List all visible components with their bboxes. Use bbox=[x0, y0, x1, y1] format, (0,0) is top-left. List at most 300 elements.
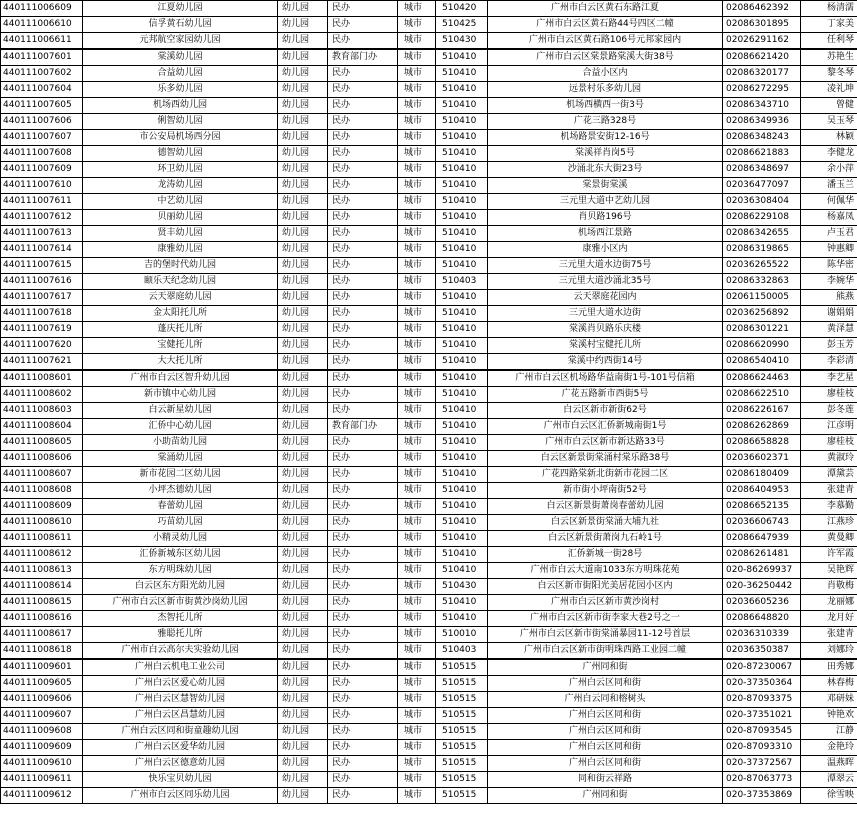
table-row bbox=[1, 210, 857, 226]
contact-person-cell: 凌礼坤 bbox=[801, 82, 857, 98]
organizer-cell: 民办 bbox=[328, 659, 398, 676]
table-row bbox=[1, 643, 857, 660]
contact-person-cell: 黄淑玲 bbox=[801, 451, 857, 467]
phone-number-cell: 02026291162 bbox=[723, 33, 801, 50]
school-name-cell: 快乐宝贝幼儿园 bbox=[83, 772, 278, 788]
phone-number-cell: 020-36250442 bbox=[723, 579, 801, 595]
phone-number-cell: 02086624463 bbox=[723, 370, 801, 387]
address-cell: 广州市白云区黄石路106号元邦家园内 bbox=[488, 33, 723, 50]
school-name-cell: 市公安局机场西分园 bbox=[83, 130, 278, 146]
organizer-cell: 教育部门办 bbox=[328, 49, 398, 66]
school-type-cell: 幼儿园 bbox=[278, 515, 328, 531]
phone-number-cell: 02086348697 bbox=[723, 162, 801, 178]
school-type-cell: 幼儿园 bbox=[278, 354, 328, 371]
contact-person-cell: 谢娟娟 bbox=[801, 306, 857, 322]
area-type-cell: 城市 bbox=[398, 547, 436, 563]
table-row bbox=[1, 33, 857, 50]
phone-number-cell: 02036310339 bbox=[723, 627, 801, 643]
contact-person-cell: 林颖 bbox=[801, 130, 857, 146]
school-code-cell: 440111007621 bbox=[1, 354, 83, 371]
organizer-cell: 民办 bbox=[328, 338, 398, 354]
area-type-cell: 城市 bbox=[398, 210, 436, 226]
area-type-cell: 城市 bbox=[398, 338, 436, 354]
school-type-cell: 幼儿园 bbox=[278, 242, 328, 258]
address-cell: 三元里大道沙涌北35号 bbox=[488, 274, 723, 290]
area-type-cell: 城市 bbox=[398, 579, 436, 595]
school-code-cell: 440111008608 bbox=[1, 483, 83, 499]
phone-number-cell: 02086620990 bbox=[723, 338, 801, 354]
table-row bbox=[1, 49, 857, 66]
phone-number-cell: 02036606743 bbox=[723, 515, 801, 531]
school-code-cell: 440111009601 bbox=[1, 659, 83, 676]
contact-person-cell: 刘娜玲 bbox=[801, 643, 857, 660]
contact-person-cell: 钟艳欢 bbox=[801, 708, 857, 724]
organizer-cell: 民办 bbox=[328, 354, 398, 371]
contact-person-cell: 杨嘉凤 bbox=[801, 210, 857, 226]
table-row bbox=[1, 98, 857, 114]
contact-person-cell: 熊燕 bbox=[801, 290, 857, 306]
school-code-cell: 440111008602 bbox=[1, 387, 83, 403]
school-code-cell: 440111007617 bbox=[1, 290, 83, 306]
school-code-cell: 440111007607 bbox=[1, 130, 83, 146]
school-code-cell: 440111007609 bbox=[1, 162, 83, 178]
phone-number-cell: 02086658828 bbox=[723, 435, 801, 451]
phone-number-cell: 020-37353869 bbox=[723, 788, 801, 804]
postal-code-cell: 510410 bbox=[436, 387, 488, 403]
address-cell: 康雅小区内 bbox=[488, 242, 723, 258]
phone-number-cell: 02086343710 bbox=[723, 98, 801, 114]
postal-code-cell: 510515 bbox=[436, 708, 488, 724]
table-row bbox=[1, 338, 857, 354]
school-type-cell: 幼儿园 bbox=[278, 483, 328, 499]
postal-code-cell: 510410 bbox=[436, 595, 488, 611]
contact-person-cell: 龙月好 bbox=[801, 611, 857, 627]
contact-person-cell: 潘玉兰 bbox=[801, 178, 857, 194]
phone-number-cell: 020-37351021 bbox=[723, 708, 801, 724]
address-cell: 广州市白云区新市黄沙岗村 bbox=[488, 595, 723, 611]
address-cell: 广州白云区同和街 bbox=[488, 756, 723, 772]
organizer-cell: 民办 bbox=[328, 82, 398, 98]
school-code-cell: 440111008603 bbox=[1, 403, 83, 419]
phone-number-cell: 020-87093310 bbox=[723, 740, 801, 756]
address-cell: 广州同和街 bbox=[488, 659, 723, 676]
school-type-cell: 幼儿园 bbox=[278, 579, 328, 595]
postal-code-cell: 510430 bbox=[436, 33, 488, 50]
address-cell: 广花五路新市西街5号 bbox=[488, 387, 723, 403]
table-row bbox=[1, 676, 857, 692]
organizer-cell: 民办 bbox=[328, 114, 398, 130]
address-cell: 云天翠庭花园内 bbox=[488, 290, 723, 306]
area-type-cell: 城市 bbox=[398, 643, 436, 660]
postal-code-cell: 510410 bbox=[436, 306, 488, 322]
postal-code-cell: 510410 bbox=[436, 226, 488, 242]
postal-code-cell: 510410 bbox=[436, 162, 488, 178]
school-type-cell: 幼儿园 bbox=[278, 627, 328, 643]
school-name-cell: 金太阳托儿所 bbox=[83, 306, 278, 322]
school-name-cell: 中艺幼儿园 bbox=[83, 194, 278, 210]
table-row bbox=[1, 114, 857, 130]
organizer-cell: 民办 bbox=[328, 611, 398, 627]
school-type-cell: 幼儿园 bbox=[278, 370, 328, 387]
school-code-cell: 440111007608 bbox=[1, 146, 83, 162]
school-code-cell: 440111007613 bbox=[1, 226, 83, 242]
school-type-cell: 幼儿园 bbox=[278, 194, 328, 210]
school-type-cell: 幼儿园 bbox=[278, 98, 328, 114]
school-code-cell: 440111007618 bbox=[1, 306, 83, 322]
school-code-cell: 440111009606 bbox=[1, 692, 83, 708]
table-row bbox=[1, 724, 857, 740]
school-name-cell: 白云区东方阳光幼儿园 bbox=[83, 579, 278, 595]
postal-code-cell: 510410 bbox=[436, 483, 488, 499]
school-name-cell: 汇侨中心幼儿园 bbox=[83, 419, 278, 435]
area-type-cell: 城市 bbox=[398, 354, 436, 371]
school-name-cell: 广州白云区慧智幼儿园 bbox=[83, 692, 278, 708]
school-name-cell: 信孚黄石幼儿园 bbox=[83, 17, 278, 33]
phone-number-cell: 02086301895 bbox=[723, 17, 801, 33]
table-row bbox=[1, 1, 857, 17]
area-type-cell: 城市 bbox=[398, 659, 436, 676]
school-name-cell: 龙涛幼儿园 bbox=[83, 178, 278, 194]
postal-code-cell: 510410 bbox=[436, 258, 488, 274]
organizer-cell: 民办 bbox=[328, 467, 398, 483]
postal-code-cell: 510410 bbox=[436, 194, 488, 210]
phone-number-cell: 02086652135 bbox=[723, 499, 801, 515]
phone-number-cell: 02036605236 bbox=[723, 595, 801, 611]
table-row bbox=[1, 708, 857, 724]
table-row bbox=[1, 627, 857, 643]
area-type-cell: 城市 bbox=[398, 66, 436, 82]
school-name-cell: 宝健托儿所 bbox=[83, 338, 278, 354]
area-type-cell: 城市 bbox=[398, 708, 436, 724]
phone-number-cell: 02086342655 bbox=[723, 226, 801, 242]
organizer-cell: 民办 bbox=[328, 162, 398, 178]
table-row bbox=[1, 659, 857, 676]
school-type-cell: 幼儿园 bbox=[278, 146, 328, 162]
school-name-cell: 小精灵幼儿园 bbox=[83, 531, 278, 547]
organizer-cell: 民办 bbox=[328, 306, 398, 322]
table-row bbox=[1, 595, 857, 611]
area-type-cell: 城市 bbox=[398, 178, 436, 194]
table-row bbox=[1, 547, 857, 563]
school-code-cell: 440111009610 bbox=[1, 756, 83, 772]
address-cell: 广州白云区同和街 bbox=[488, 740, 723, 756]
school-name-cell: 汇侨新城东区幼儿园 bbox=[83, 547, 278, 563]
school-code-cell: 440111006611 bbox=[1, 33, 83, 50]
contact-person-cell: 吴玉琴 bbox=[801, 114, 857, 130]
school-name-cell: 广州市白云高尔夫实验幼儿园 bbox=[83, 643, 278, 660]
contact-person-cell: 廖桂枝 bbox=[801, 387, 857, 403]
school-code-cell: 440111008618 bbox=[1, 643, 83, 660]
postal-code-cell: 510515 bbox=[436, 772, 488, 788]
address-cell: 广州市白云区机场路华益南街1号-101号信箱 bbox=[488, 370, 723, 387]
contact-person-cell: 黄曼卿 bbox=[801, 531, 857, 547]
school-code-cell: 440111008611 bbox=[1, 531, 83, 547]
postal-code-cell: 510403 bbox=[436, 274, 488, 290]
postal-code-cell: 510515 bbox=[436, 659, 488, 676]
contact-person-cell: 金艳玲 bbox=[801, 740, 857, 756]
organizer-cell: 民办 bbox=[328, 98, 398, 114]
contact-person-cell: 丁家美 bbox=[801, 17, 857, 33]
contact-person-cell: 吴艳辉 bbox=[801, 563, 857, 579]
table-row bbox=[1, 178, 857, 194]
table-row bbox=[1, 788, 857, 804]
school-code-cell: 440111007602 bbox=[1, 66, 83, 82]
contact-person-cell: 余小萍 bbox=[801, 162, 857, 178]
phone-number-cell: 020-87230067 bbox=[723, 659, 801, 676]
organizer-cell: 民办 bbox=[328, 387, 398, 403]
contact-person-cell: 田秀娜 bbox=[801, 659, 857, 676]
school-type-cell: 幼儿园 bbox=[278, 17, 328, 33]
table-row bbox=[1, 258, 857, 274]
school-type-cell: 幼儿园 bbox=[278, 676, 328, 692]
address-cell: 肖贝路196号 bbox=[488, 210, 723, 226]
contact-person-cell: 潭翠云 bbox=[801, 772, 857, 788]
phone-number-cell: 02086647939 bbox=[723, 531, 801, 547]
table-row bbox=[1, 82, 857, 98]
address-cell: 广州白云区同和街 bbox=[488, 708, 723, 724]
school-type-cell: 幼儿园 bbox=[278, 435, 328, 451]
organizer-cell: 民办 bbox=[328, 579, 398, 595]
postal-code-cell: 510410 bbox=[436, 611, 488, 627]
school-name-cell: 春蕾幼儿园 bbox=[83, 499, 278, 515]
address-cell: 棠溪肖贝路乐庆楼 bbox=[488, 322, 723, 338]
phone-number-cell: 02036477097 bbox=[723, 178, 801, 194]
area-type-cell: 城市 bbox=[398, 692, 436, 708]
area-type-cell: 城市 bbox=[398, 194, 436, 210]
area-type-cell: 城市 bbox=[398, 226, 436, 242]
area-type-cell: 城市 bbox=[398, 387, 436, 403]
school-code-cell: 440111007610 bbox=[1, 178, 83, 194]
contact-person-cell: 卢玉君 bbox=[801, 226, 857, 242]
table-row bbox=[1, 354, 857, 371]
postal-code-cell: 510515 bbox=[436, 692, 488, 708]
contact-person-cell: 黄泽慧 bbox=[801, 322, 857, 338]
school-type-cell: 幼儿园 bbox=[278, 49, 328, 66]
area-type-cell: 城市 bbox=[398, 82, 436, 98]
table-row bbox=[1, 531, 857, 547]
contact-person-cell: 任利琴 bbox=[801, 33, 857, 50]
organizer-cell: 民办 bbox=[328, 499, 398, 515]
area-type-cell: 城市 bbox=[398, 451, 436, 467]
address-cell: 广州市白云区黄石路44号四区二幢 bbox=[488, 17, 723, 33]
school-name-cell: 广州白云区爱心幼儿园 bbox=[83, 676, 278, 692]
contact-person-cell: 邓研妹 bbox=[801, 692, 857, 708]
address-cell: 广州白云区同和街 bbox=[488, 676, 723, 692]
school-type-cell: 幼儿园 bbox=[278, 338, 328, 354]
table-row bbox=[1, 194, 857, 210]
school-name-cell: 广州市白云区同乐幼儿园 bbox=[83, 788, 278, 804]
school-code-cell: 440111007614 bbox=[1, 242, 83, 258]
postal-code-cell: 510410 bbox=[436, 354, 488, 371]
address-cell: 白云区新市街阳光美居花园小区内 bbox=[488, 579, 723, 595]
area-type-cell: 城市 bbox=[398, 499, 436, 515]
organizer-cell: 民办 bbox=[328, 242, 398, 258]
organizer-cell: 民办 bbox=[328, 708, 398, 724]
school-code-cell: 440111007616 bbox=[1, 274, 83, 290]
phone-number-cell: 02086261481 bbox=[723, 547, 801, 563]
phone-number-cell: 02086540410 bbox=[723, 354, 801, 371]
school-code-cell: 440111008617 bbox=[1, 627, 83, 643]
area-type-cell: 城市 bbox=[398, 756, 436, 772]
school-code-cell: 440111008612 bbox=[1, 547, 83, 563]
area-type-cell: 城市 bbox=[398, 242, 436, 258]
address-cell: 白云区新景街棠涌村棠乐路38号 bbox=[488, 451, 723, 467]
phone-number-cell: 02086332863 bbox=[723, 274, 801, 290]
school-type-cell: 幼儿园 bbox=[278, 82, 328, 98]
school-type-cell: 幼儿园 bbox=[278, 387, 328, 403]
organizer-cell: 民办 bbox=[328, 130, 398, 146]
contact-person-cell: 江燕珍 bbox=[801, 515, 857, 531]
contact-person-cell: 苏艳生 bbox=[801, 49, 857, 66]
postal-code-cell: 510410 bbox=[436, 322, 488, 338]
school-name-cell: 广州白云区同和街童趣幼儿园 bbox=[83, 724, 278, 740]
table-row bbox=[1, 515, 857, 531]
organizer-cell: 民办 bbox=[328, 483, 398, 499]
school-type-cell: 幼儿园 bbox=[278, 1, 328, 17]
address-cell: 白云区新市新街62号 bbox=[488, 403, 723, 419]
area-type-cell: 城市 bbox=[398, 258, 436, 274]
school-code-cell: 440111007601 bbox=[1, 49, 83, 66]
postal-code-cell: 510515 bbox=[436, 740, 488, 756]
phone-number-cell: 02086301221 bbox=[723, 322, 801, 338]
phone-number-cell: 02036350387 bbox=[723, 643, 801, 660]
school-type-cell: 幼儿园 bbox=[278, 547, 328, 563]
area-type-cell: 城市 bbox=[398, 563, 436, 579]
address-cell: 广州同和街 bbox=[488, 788, 723, 804]
phone-number-cell: 02086180409 bbox=[723, 467, 801, 483]
organizer-cell: 民办 bbox=[328, 676, 398, 692]
contact-person-cell: 潭黛芸 bbox=[801, 467, 857, 483]
school-type-cell: 幼儿园 bbox=[278, 226, 328, 242]
phone-number-cell: 02086262869 bbox=[723, 419, 801, 435]
postal-code-cell: 510515 bbox=[436, 756, 488, 772]
school-type-cell: 幼儿园 bbox=[278, 274, 328, 290]
contact-person-cell: 廖桂枝 bbox=[801, 435, 857, 451]
table-row bbox=[1, 611, 857, 627]
area-type-cell: 城市 bbox=[398, 306, 436, 322]
school-code-cell: 440111007619 bbox=[1, 322, 83, 338]
table-row bbox=[1, 772, 857, 788]
area-type-cell: 城市 bbox=[398, 515, 436, 531]
organizer-cell: 民办 bbox=[328, 627, 398, 643]
organizer-cell: 民办 bbox=[328, 756, 398, 772]
postal-code-cell: 510410 bbox=[436, 419, 488, 435]
school-type-cell: 幼儿园 bbox=[278, 290, 328, 306]
contact-person-cell: 曾健 bbox=[801, 98, 857, 114]
contact-person-cell: 何佩华 bbox=[801, 194, 857, 210]
phone-number-cell: 02086348243 bbox=[723, 130, 801, 146]
organizer-cell: 民办 bbox=[328, 692, 398, 708]
phone-number-cell: 020-87093375 bbox=[723, 692, 801, 708]
address-cell: 广州市白云大道南1033东方明珠花苑 bbox=[488, 563, 723, 579]
table-row bbox=[1, 403, 857, 419]
postal-code-cell: 510410 bbox=[436, 130, 488, 146]
address-cell: 广花三路328号 bbox=[488, 114, 723, 130]
table-row bbox=[1, 226, 857, 242]
organizer-cell: 民办 bbox=[328, 451, 398, 467]
postal-code-cell: 510410 bbox=[436, 49, 488, 66]
postal-code-cell: 510410 bbox=[436, 290, 488, 306]
school-name-cell: 小助苗幼儿园 bbox=[83, 435, 278, 451]
contact-person-cell: 温燕晖 bbox=[801, 756, 857, 772]
school-code-cell: 440111007605 bbox=[1, 98, 83, 114]
school-code-cell: 440111007615 bbox=[1, 258, 83, 274]
table-row bbox=[1, 306, 857, 322]
table-row bbox=[1, 563, 857, 579]
school-name-cell: 云天翠庭幼儿园 bbox=[83, 290, 278, 306]
phone-number-cell: 020-37372567 bbox=[723, 756, 801, 772]
school-name-cell: 巧苗幼儿园 bbox=[83, 515, 278, 531]
school-type-cell: 幼儿园 bbox=[278, 531, 328, 547]
postal-code-cell: 510410 bbox=[436, 146, 488, 162]
organizer-cell: 民办 bbox=[328, 210, 398, 226]
organizer-cell: 民办 bbox=[328, 322, 398, 338]
contact-person-cell: 彭玉芳 bbox=[801, 338, 857, 354]
organizer-cell: 民办 bbox=[328, 17, 398, 33]
address-cell: 广州市白云区新市街棠涌暴园11-12号首层 bbox=[488, 627, 723, 643]
school-code-cell: 440111009609 bbox=[1, 740, 83, 756]
area-type-cell: 城市 bbox=[398, 772, 436, 788]
organizer-cell: 民办 bbox=[328, 226, 398, 242]
school-type-cell: 幼儿园 bbox=[278, 467, 328, 483]
school-code-cell: 440111008605 bbox=[1, 435, 83, 451]
area-type-cell: 城市 bbox=[398, 49, 436, 66]
school-code-cell: 440111007611 bbox=[1, 194, 83, 210]
area-type-cell: 城市 bbox=[398, 370, 436, 387]
school-type-cell: 幼儿园 bbox=[278, 772, 328, 788]
school-code-cell: 440111009608 bbox=[1, 724, 83, 740]
school-code-cell: 440111008615 bbox=[1, 595, 83, 611]
postal-code-cell: 510410 bbox=[436, 531, 488, 547]
school-code-cell: 440111008606 bbox=[1, 451, 83, 467]
organizer-cell: 民办 bbox=[328, 178, 398, 194]
area-type-cell: 城市 bbox=[398, 1, 436, 17]
address-cell: 广州市白云区汇侨新城南街1号 bbox=[488, 419, 723, 435]
address-cell: 三元里大道中艺幼儿园 bbox=[488, 194, 723, 210]
area-type-cell: 城市 bbox=[398, 467, 436, 483]
table-row bbox=[1, 419, 857, 435]
school-code-cell: 440111009611 bbox=[1, 772, 83, 788]
table-row bbox=[1, 162, 857, 178]
address-cell: 同和街云祥路 bbox=[488, 772, 723, 788]
school-name-cell: 乐多幼儿园 bbox=[83, 82, 278, 98]
school-code-cell: 440111009612 bbox=[1, 788, 83, 804]
table-row bbox=[1, 579, 857, 595]
school-name-cell: 俐智幼儿园 bbox=[83, 114, 278, 130]
postal-code-cell: 510410 bbox=[436, 499, 488, 515]
phone-number-cell: 02086621420 bbox=[723, 49, 801, 66]
school-type-cell: 幼儿园 bbox=[278, 451, 328, 467]
table-row bbox=[1, 274, 857, 290]
phone-number-cell: 02036256892 bbox=[723, 306, 801, 322]
school-type-cell: 幼儿园 bbox=[278, 595, 328, 611]
contact-person-cell: 李婉华 bbox=[801, 274, 857, 290]
phone-number-cell: 02086648820 bbox=[723, 611, 801, 627]
school-code-cell: 440111007620 bbox=[1, 338, 83, 354]
area-type-cell: 城市 bbox=[398, 403, 436, 419]
area-type-cell: 城市 bbox=[398, 788, 436, 804]
school-name-cell: 新市镇中心幼儿园 bbox=[83, 387, 278, 403]
school-code-cell: 440111009607 bbox=[1, 708, 83, 724]
school-name-cell: 小坪杰德幼儿园 bbox=[83, 483, 278, 499]
school-name-cell: 雅聪托儿所 bbox=[83, 627, 278, 643]
school-name-cell: 贝丽幼儿园 bbox=[83, 210, 278, 226]
school-type-cell: 幼儿园 bbox=[278, 33, 328, 50]
organizer-cell: 民办 bbox=[328, 194, 398, 210]
organizer-cell: 民办 bbox=[328, 146, 398, 162]
organizer-cell: 民办 bbox=[328, 1, 398, 17]
address-cell: 广花四路棠新北街新市花园二区 bbox=[488, 467, 723, 483]
